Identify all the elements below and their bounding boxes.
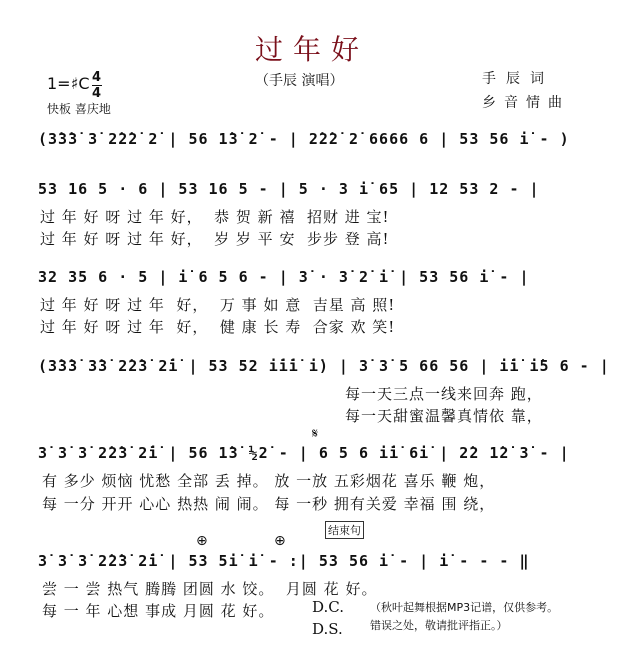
coda-label: 结束句 bbox=[325, 521, 364, 539]
lyric-line: 过 年 好 呀 过 年 好， 岁 岁 平 安 步步 登 高! bbox=[40, 230, 390, 248]
tempo-marking: 快板 喜庆地 bbox=[47, 102, 111, 116]
music-notes: 3̇ 3̇ 3̇ 2̇2̇3̇ 2̇i̇ | 53 5i̇ i̇ - :| 53 56 i̇ - | i̇ - - - ‖ bbox=[38, 552, 530, 570]
lyric-line: 尝 一 尝 热气 腾腾 团圆 水 饺。 月圆 花 好。 bbox=[42, 580, 378, 598]
lyric-line: 每 一分 开开 心心 热热 闹 闹。 每 一秒 拥有关爱 幸福 围 绕， bbox=[42, 495, 496, 513]
lyric-line: 有 多少 烦恼 忧愁 全部 丢 掉。 放 一放 五彩烟花 喜乐 鞭 炮， bbox=[42, 472, 496, 490]
transcription-note: 错误之处，敬请批评指正。） bbox=[370, 619, 508, 632]
music-line bbox=[38, 180, 610, 200]
lyric-line: 过 年 好 呀 过 年 好， 万 事 如 意 吉星 高 照! bbox=[40, 296, 396, 314]
performer: （手辰 演唱） bbox=[255, 73, 344, 89]
segno-symbol: 𝄋 bbox=[312, 426, 319, 442]
time-signature-bottom: 4 bbox=[92, 86, 102, 101]
music-line bbox=[38, 268, 610, 288]
lyric-line: 每一天甜蜜温馨真情依 靠， bbox=[345, 407, 543, 425]
lyric-line: 过 年 好 呀 过 年 好， 恭 贺 新 禧 招财 进 宝! bbox=[40, 208, 390, 226]
transcription-note: （秋叶起舞根据MP3记谱，仅供参考。 bbox=[370, 601, 559, 614]
music-notes: (3̇3̇3̇ 3̇3̇ 2̇2̇3̇ 2̇i̇ | 53 52 i̇i̇i̇ i̇) | 3̇ 3̇ 5 66 56 | i̇i̇ i̇5 6 - | bbox=[38, 357, 610, 375]
composer: 乡音情曲 bbox=[482, 95, 570, 111]
music-line bbox=[38, 444, 610, 464]
song-title: 过年好 bbox=[254, 33, 369, 66]
music-notes: 53 16 5 · 6 | 53 16 5 - | 5 · 3 i̇ 65 | 12 53 2 - | bbox=[38, 180, 540, 198]
music-line bbox=[38, 357, 610, 377]
coda-symbol: ⊕ bbox=[274, 533, 286, 549]
music-line bbox=[38, 552, 610, 572]
lyric-line: 过 年 好 呀 过 年 好， 健 康 长 寿 合家 欢 笑! bbox=[40, 318, 396, 336]
time-signature-top: 4 bbox=[92, 70, 102, 85]
lyricist: 手辰词 bbox=[482, 71, 554, 87]
music-notes: (3̇3̇3̇ 3̇ 2̇2̇2̇ 2̇ | 56 1̇3̇ 2̇ - | 2̇2̇2̇ 2̇ 6666 6 | 53 56 i̇ - ) bbox=[38, 130, 570, 148]
lyric-line: 每一天三点一线来回奔 跑， bbox=[345, 385, 543, 403]
dal-segno-marking: D.S. bbox=[312, 620, 343, 638]
lyric-line: 每 一 年 心想 事成 月圆 花 好。 bbox=[42, 602, 275, 620]
key-signature: 1=♯C bbox=[47, 74, 90, 93]
coda-symbol: ⊕ bbox=[196, 533, 208, 549]
music-notes: 32 35 6 · 5 | i̇ 6 5 6 - | 3̇ · 3̇ 2̇ i̇ | 53 56 i̇ - | bbox=[38, 268, 530, 286]
music-line bbox=[38, 130, 610, 150]
music-notes: 3̇ 3̇ 3̇ 2̇2̇3̇ 2̇i̇ | 56 1̇3̇ ½2̇ - | 6 5 6 i̇i̇ 6i̇ | 2̇2 1̇2̇ 3̇ - | bbox=[38, 444, 570, 462]
da-capo-marking: D.C. bbox=[312, 598, 344, 616]
